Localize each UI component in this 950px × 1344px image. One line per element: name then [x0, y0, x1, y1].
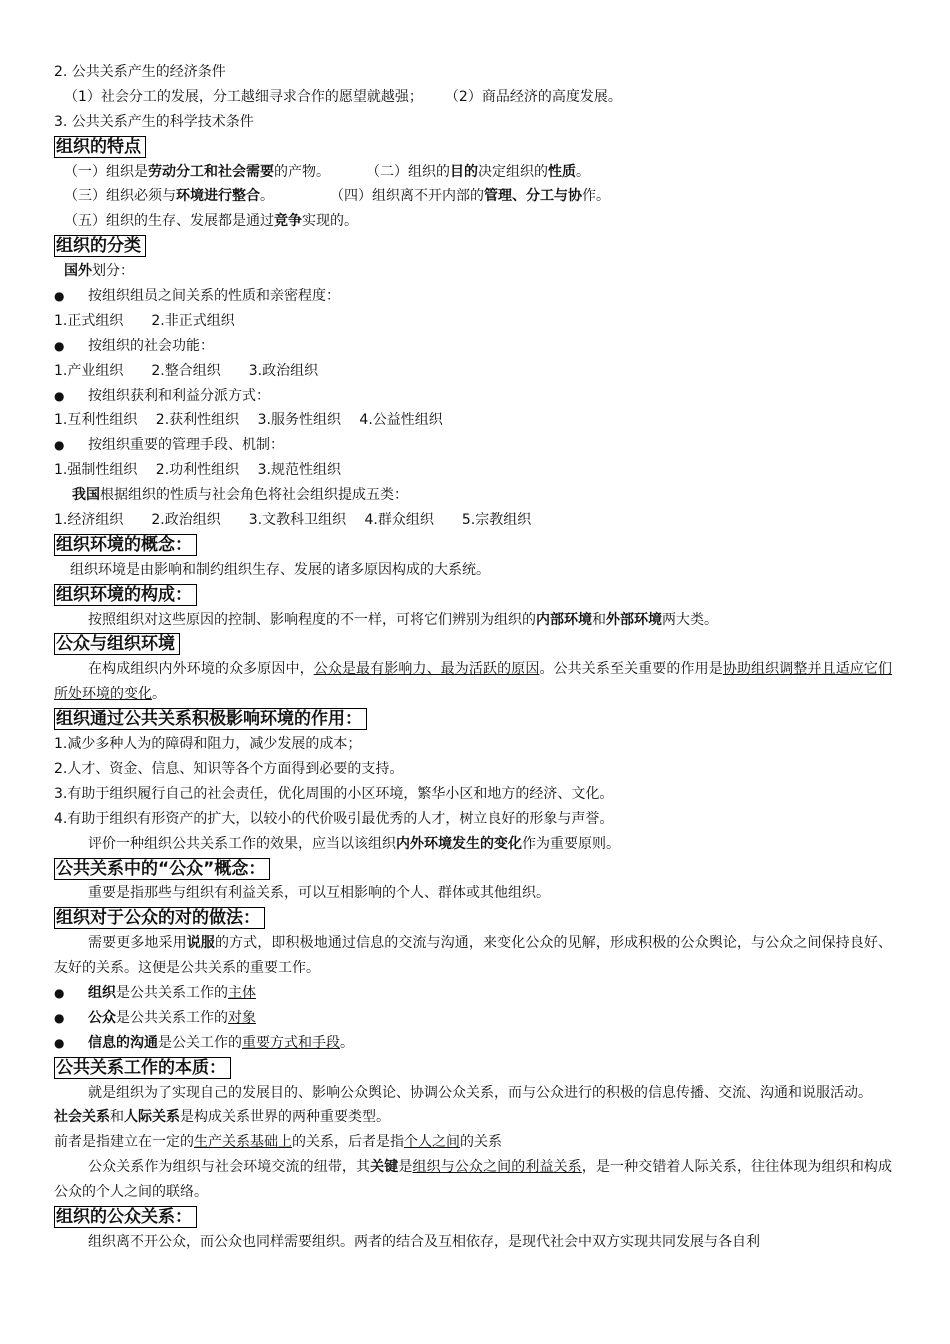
paragraph: 重要是指那些与组织有利益关系，可以互相影响的个人、群体或其他组织。 [88, 885, 550, 902]
section-heading-fenlei: 组织的分类 [54, 234, 892, 259]
bullet-item: ● 按组织重要的管理手段、机制： [54, 433, 892, 458]
econ-item-2: （2）商品经济的高度发展。 [444, 88, 622, 105]
bullet-icon: ● [54, 1010, 65, 1025]
paragraph: 需要更多地采用说服的方式，即积极地通过信息的交流与沟通，来变化公众的见解，形成积极的公众舆论，与公众之间保持良好、友好的关系。这便是公共关系的重要工作。 [54, 935, 893, 977]
list-item: 2.人才、资金、信息、知识等各个方面得到必要的支持。 [54, 760, 404, 777]
section-heading-zuoyong: 组织通过公共关系积极影响环境的作用： [54, 707, 892, 732]
econ-condition-title: 2. 公共关系产生的经济条件 [54, 64, 226, 80]
section-heading-benzhi: 公共关系工作的本质： [54, 1056, 892, 1081]
bullet-item: ● 信息的沟通是公关工作的重要方式和手段。 [54, 1031, 892, 1056]
paragraph: 就是组织为了实现自己的发展目的、影响公众舆论、协调公众关系，而与公众进行的积极的信息传播、交流、沟通和说服活动。 [88, 1084, 872, 1101]
bullet-item: ● 按组织获利和利益分派方式： [54, 384, 892, 409]
tedian-row-1: （一）组织是劳动分工和社会需要的产物。 （二）组织的目的决定组织的性质。 [64, 163, 590, 180]
section-heading-tedian: 组织的特点 [54, 135, 892, 160]
bullet-item: ● 按组织组员之间关系的性质和亲密程度： [54, 284, 892, 309]
paragraph: 在构成组织内外环境的众多原因中，公众是最有影响力、最为活跃的原因。公共关系至关重要的作用是协助组织调整并且适应它们所处环境的变化。 [54, 661, 893, 703]
list-row: 1.正式组织 2.非正式组织 [54, 312, 235, 329]
bullet-icon: ● [54, 338, 65, 353]
tedian-row-3: （五）组织的生存、发展都是通过竞争实现的。 [64, 213, 358, 230]
tech-condition-title: 3. 公共关系产生的科学技术条件 [54, 113, 254, 130]
list-row: 1.强制性组织 2.功利性组织 3.规范性组织 [54, 462, 341, 479]
paragraph: 公众关系作为组织与社会环境交流的纽带，其关键是组织与公众之间的利益关系，是一种交错着人际关系，往往体现为组织和构成公众的个人之间的联络。 [54, 1159, 893, 1201]
bullet-item: ● 按组织的社会功能： [54, 334, 892, 359]
paragraph: 组织环境是由影响和制约组织生存、发展的诸多原因构成的大系统。 [70, 561, 490, 578]
section-heading-gongzhong-env: 公众与组织环境 [54, 632, 892, 657]
bullet-icon: ● [54, 438, 65, 453]
section-heading-gongguan: 组织的公众关系： [54, 1205, 892, 1230]
bullet-item: ● 公众是公共关系工作的对象 [54, 1006, 892, 1031]
bullet-icon: ● [54, 289, 65, 304]
list-item: 4.有助于组织有形资产的扩大，以较小的代价吸引最优秀的人才，树立良好的形象与声誉。 [54, 810, 614, 827]
bullet-icon: ● [54, 388, 65, 403]
paragraph: 组织离不开公众，而公众也同样需要组织。两者的结合及互相依存，是现代社会中双方实现共同发展与各自利 [88, 1233, 760, 1250]
woguo-label: 我国根据组织的性质与社会角色将社会组织提成五类： [72, 487, 408, 504]
paragraph: 按照组织对这些原因的控制、影响程度的不一样，可将它们辨别为组织的内部环境和外部环境两大类。 [88, 611, 718, 628]
tedian-row-2: （三）组织必须与环境进行整合。 （四）组织离不开内部的管理、分工与协作。 [64, 188, 610, 205]
list-item: 1.减少多种人为的障碍和阻力，减少发展的成本； [54, 736, 362, 753]
bullet-item: ● 组织是公共关系工作的主体 [54, 981, 892, 1006]
econ-item-1: （1）社会分工的发展，分工越细寻求合作的愿望就越强； [64, 88, 423, 105]
list-row: 1.经济组织 2.政治组织 3.文教科卫组织 4.群众组织 5.宗教组织 [54, 512, 532, 529]
bullet-icon: ● [54, 986, 65, 1001]
econ-condition-items [54, 85, 892, 110]
paragraph: 评价一种组织公共关系工作的效果，应当以该组织内外环境发生的变化作为重要原则。 [88, 835, 620, 852]
paragraph: 社会关系和人际关系是构成关系世界的两种重要类型。 [54, 1109, 390, 1126]
paragraph: 前者是指建立在一定的生产关系基础上的关系，后者是指个人之间的关系 [54, 1134, 502, 1151]
list-item: 3.有助于组织履行自己的社会责任，优化周围的小区环境，繁华小区和地方的经济、文化。 [54, 785, 614, 802]
section-heading-zuofa: 组织对于公众的对的做法： [54, 906, 892, 931]
bullet-icon: ● [54, 1035, 65, 1050]
guowai-label: 国外划分： [64, 263, 134, 280]
list-row: 1.产业组织 2.整合组织 3.政治组织 [54, 362, 319, 379]
list-row: 1.互利性组织 2.获利性组织 3.服务性组织 4.公益性组织 [54, 412, 443, 429]
section-heading-huanjing: 组织环境的概念： [54, 533, 892, 558]
section-heading-goucheng: 组织环境的构成： [54, 583, 892, 608]
section-heading-gainian: 公共关系中的“公众”概念： [54, 857, 892, 882]
